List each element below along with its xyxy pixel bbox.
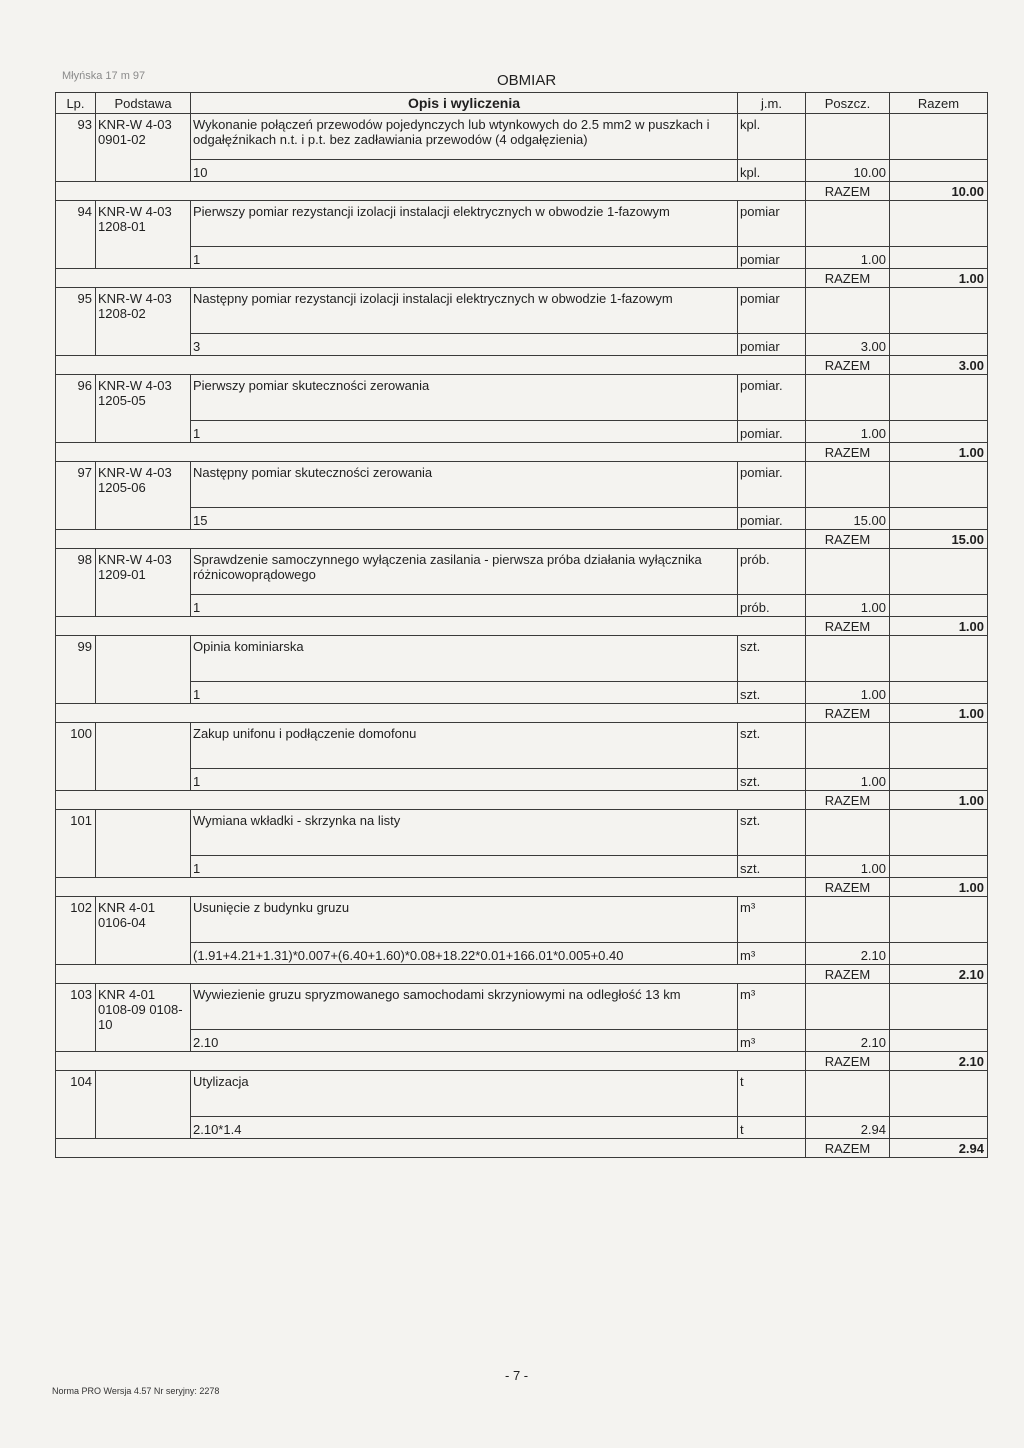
item-total-empty: [890, 1071, 988, 1117]
item-calc-unit: szt.: [738, 682, 806, 704]
item-description: Sprawdzenie samoczynnego wyłączenia zasilania - pierwsza próba działania wyłącznika różnicowoprądowego: [191, 549, 738, 595]
item-base: [96, 636, 191, 704]
item-spacer: [56, 617, 806, 636]
item-unit: t: [738, 1071, 806, 1117]
item-total-empty: [890, 1030, 988, 1052]
item-total-empty: [890, 943, 988, 965]
item-unit: m³: [738, 897, 806, 943]
obmiar-table: [55, 92, 988, 1158]
item-partial-value: 2.10: [806, 943, 890, 965]
table-row: [56, 617, 988, 636]
table-row: [56, 549, 988, 595]
item-description: Następny pomiar rezystancji izolacji instalacji elektrycznych w obwodzie 1-fazowym: [191, 288, 738, 334]
item-total-value: 1.00: [890, 791, 988, 810]
table-row: [56, 114, 988, 160]
table-row: [56, 636, 988, 682]
item-calculation: 1: [191, 682, 738, 704]
item-partial-value: 1.00: [806, 769, 890, 791]
item-number: 104: [56, 1071, 96, 1139]
item-calc-unit: pomiar.: [738, 421, 806, 443]
item-base: KNR-W 4-03 1209-01: [96, 549, 191, 617]
table-row: [56, 182, 988, 201]
item-partial-empty: [806, 114, 890, 160]
table-row: [56, 356, 988, 375]
item-total-empty: [890, 288, 988, 334]
item-total-value: 2.94: [890, 1139, 988, 1158]
item-partial-value: 2.94: [806, 1117, 890, 1139]
item-calc-unit: m³: [738, 1030, 806, 1052]
item-calc-unit: m³: [738, 943, 806, 965]
table-row: [56, 421, 988, 443]
col-header-base: Podstawa: [96, 93, 191, 114]
item-calculation: 10: [191, 160, 738, 182]
item-description: Utylizacja: [191, 1071, 738, 1117]
item-partial-empty: [806, 201, 890, 247]
item-total-value: 1.00: [890, 269, 988, 288]
item-unit: szt.: [738, 810, 806, 856]
table-row: [56, 288, 988, 334]
item-spacer: [56, 704, 806, 723]
table-body: [56, 114, 988, 1158]
table-row: [56, 704, 988, 723]
item-partial-empty: [806, 723, 890, 769]
item-total-empty: [890, 810, 988, 856]
item-total-value: 2.10: [890, 965, 988, 984]
item-total-empty: [890, 508, 988, 530]
item-sum-label: RAZEM: [806, 965, 890, 984]
item-base: KNR 4-01 0106-04: [96, 897, 191, 965]
item-number: 95: [56, 288, 96, 356]
item-unit: szt.: [738, 636, 806, 682]
item-spacer: [56, 791, 806, 810]
item-calculation: (1.91+4.21+1.31)*0.007+(6.40+1.60)*0.08+18.22*0.01+166.01*0.005+0.40: [191, 943, 738, 965]
program-footer: Norma PRO Wersja 4.57 Nr seryjny: 2278: [52, 1386, 220, 1396]
table-row: [56, 375, 988, 421]
col-header-partial: Poszcz.: [806, 93, 890, 114]
item-sum-label: RAZEM: [806, 356, 890, 375]
item-total-value: 1.00: [890, 704, 988, 723]
item-unit: pomiar: [738, 201, 806, 247]
page-number: - 7 -: [505, 1368, 529, 1383]
item-description: Następny pomiar skuteczności zerowania: [191, 462, 738, 508]
table-row: [56, 443, 988, 462]
item-total-value: 3.00: [890, 356, 988, 375]
table-row: [56, 791, 988, 810]
item-unit: prób.: [738, 549, 806, 595]
item-calculation: 2.10*1.4: [191, 1117, 738, 1139]
item-number: 98: [56, 549, 96, 617]
item-total-value: 10.00: [890, 182, 988, 201]
item-total-empty: [890, 769, 988, 791]
item-spacer: [56, 356, 806, 375]
table-row: [56, 530, 988, 549]
item-calc-unit: pomiar: [738, 247, 806, 269]
item-partial-value: 1.00: [806, 856, 890, 878]
item-partial-value: 1.00: [806, 247, 890, 269]
page-title: OBMIAR: [497, 72, 557, 89]
item-spacer: [56, 965, 806, 984]
item-total-empty: [890, 723, 988, 769]
item-calculation: 1: [191, 595, 738, 617]
item-partial-value: 15.00: [806, 508, 890, 530]
item-spacer: [56, 530, 806, 549]
item-number: 93: [56, 114, 96, 182]
col-header-lp: Lp.: [56, 93, 96, 114]
table-row: [56, 723, 988, 769]
item-calc-unit: prób.: [738, 595, 806, 617]
table-row: [56, 334, 988, 356]
table-row: [56, 682, 988, 704]
item-number: 100: [56, 723, 96, 791]
table-row: [56, 1052, 988, 1071]
item-spacer: [56, 1139, 806, 1158]
item-number: 101: [56, 810, 96, 878]
item-total-empty: [890, 856, 988, 878]
table-row: [56, 1030, 988, 1052]
item-total-empty: [890, 549, 988, 595]
item-partial-value: 1.00: [806, 595, 890, 617]
table-row: [56, 201, 988, 247]
col-header-unit: j.m.: [738, 93, 806, 114]
item-base: KNR-W 4-03 1205-06: [96, 462, 191, 530]
item-total-value: 1.00: [890, 443, 988, 462]
item-partial-empty: [806, 375, 890, 421]
table-header-row: [56, 93, 988, 114]
item-partial-value: 10.00: [806, 160, 890, 182]
item-base: KNR-W 4-03 1208-02: [96, 288, 191, 356]
item-calc-unit: szt.: [738, 769, 806, 791]
obmiar-sheet: [55, 92, 987, 1158]
item-description: Wywiezienie gruzu spryzmowanego samochodami skrzyniowymi na odległość 13 km: [191, 984, 738, 1030]
item-partial-empty: [806, 288, 890, 334]
item-base: KNR 4-01 0108-09 0108- 10: [96, 984, 191, 1052]
item-partial-value: 1.00: [806, 421, 890, 443]
table-row: [56, 810, 988, 856]
item-sum-label: RAZEM: [806, 1052, 890, 1071]
table-row: [56, 508, 988, 530]
table-row: [56, 856, 988, 878]
table-row: [56, 462, 988, 508]
item-description: Pierwszy pomiar skuteczności zerowania: [191, 375, 738, 421]
table-row: [56, 984, 988, 1030]
item-sum-label: RAZEM: [806, 704, 890, 723]
item-calculation: 1: [191, 247, 738, 269]
col-header-desc: Opis i wyliczenia: [191, 93, 738, 114]
item-spacer: [56, 443, 806, 462]
item-sum-label: RAZEM: [806, 443, 890, 462]
item-sum-label: RAZEM: [806, 530, 890, 549]
item-base: [96, 810, 191, 878]
item-description: Zakup unifonu i podłączenie domofonu: [191, 723, 738, 769]
item-partial-empty: [806, 549, 890, 595]
address: Młyńska 17 m 97: [62, 70, 146, 82]
item-calculation: 1: [191, 769, 738, 791]
item-unit: pomiar.: [738, 462, 806, 508]
item-unit: m³: [738, 984, 806, 1030]
item-spacer: [56, 1052, 806, 1071]
item-total-empty: [890, 1117, 988, 1139]
item-number: 96: [56, 375, 96, 443]
item-total-empty: [890, 375, 988, 421]
col-header-total: Razem: [890, 93, 988, 114]
item-calculation: 3: [191, 334, 738, 356]
item-partial-value: 1.00: [806, 682, 890, 704]
item-partial-empty: [806, 984, 890, 1030]
item-total-empty: [890, 595, 988, 617]
item-number: 94: [56, 201, 96, 269]
item-base: KNR-W 4-03 1205-05: [96, 375, 191, 443]
item-spacer: [56, 269, 806, 288]
item-partial-empty: [806, 1071, 890, 1117]
item-spacer: [56, 878, 806, 897]
item-calculation: 2.10: [191, 1030, 738, 1052]
item-description: Pierwszy pomiar rezystancji izolacji instalacji elektrycznych w obwodzie 1-fazowym: [191, 201, 738, 247]
item-total-empty: [890, 462, 988, 508]
item-calc-unit: pomiar.: [738, 508, 806, 530]
item-unit: pomiar: [738, 288, 806, 334]
item-unit: pomiar.: [738, 375, 806, 421]
item-total-empty: [890, 334, 988, 356]
item-description: Wymiana wkładki - skrzynka na listy: [191, 810, 738, 856]
item-total-empty: [890, 984, 988, 1030]
item-partial-empty: [806, 462, 890, 508]
table-row: [56, 247, 988, 269]
table-row: [56, 943, 988, 965]
item-total-empty: [890, 636, 988, 682]
table-row: [56, 595, 988, 617]
item-sum-label: RAZEM: [806, 791, 890, 810]
item-partial-value: 3.00: [806, 334, 890, 356]
table-row: [56, 769, 988, 791]
item-partial-empty: [806, 897, 890, 943]
table-row: [56, 1117, 988, 1139]
item-sum-label: RAZEM: [806, 617, 890, 636]
item-spacer: [56, 182, 806, 201]
table-row: [56, 965, 988, 984]
item-total-value: 15.00: [890, 530, 988, 549]
item-calculation: 1: [191, 421, 738, 443]
table-row: [56, 878, 988, 897]
table-row: [56, 269, 988, 288]
item-total-empty: [890, 682, 988, 704]
item-total-value: 1.00: [890, 878, 988, 897]
item-total-empty: [890, 114, 988, 160]
item-partial-empty: [806, 810, 890, 856]
item-unit: szt.: [738, 723, 806, 769]
item-total-value: 1.00: [890, 617, 988, 636]
item-total-empty: [890, 897, 988, 943]
item-sum-label: RAZEM: [806, 182, 890, 201]
item-calculation: 1: [191, 856, 738, 878]
item-total-value: 2.10: [890, 1052, 988, 1071]
table-row: [56, 897, 988, 943]
item-description: Usunięcie z budynku gruzu: [191, 897, 738, 943]
item-base: KNR-W 4-03 1208-01: [96, 201, 191, 269]
item-base: KNR-W 4-03 0901-02: [96, 114, 191, 182]
item-number: 103: [56, 984, 96, 1052]
item-number: 102: [56, 897, 96, 965]
item-number: 97: [56, 462, 96, 530]
item-calc-unit: t: [738, 1117, 806, 1139]
item-description: Wykonanie połączeń przewodów pojedynczych lub wtynkowych do 2.5 mm2 w puszkach i odgałęźnikach n.t. i p.t. bez zadławiania przewodów (4 odgałęzienia): [191, 114, 738, 160]
table-row: [56, 1071, 988, 1117]
table-row: [56, 1139, 988, 1158]
item-total-empty: [890, 160, 988, 182]
item-sum-label: RAZEM: [806, 269, 890, 288]
item-calc-unit: szt.: [738, 856, 806, 878]
item-calc-unit: kpl.: [738, 160, 806, 182]
item-description: Opinia kominiarska: [191, 636, 738, 682]
item-sum-label: RAZEM: [806, 878, 890, 897]
item-base: [96, 723, 191, 791]
item-unit: kpl.: [738, 114, 806, 160]
item-calculation: 15: [191, 508, 738, 530]
item-number: 99: [56, 636, 96, 704]
item-partial-empty: [806, 636, 890, 682]
item-total-empty: [890, 421, 988, 443]
item-calc-unit: pomiar: [738, 334, 806, 356]
item-partial-value: 2.10: [806, 1030, 890, 1052]
item-total-empty: [890, 201, 988, 247]
item-total-empty: [890, 247, 988, 269]
table-row: [56, 160, 988, 182]
item-sum-label: RAZEM: [806, 1139, 890, 1158]
item-base: [96, 1071, 191, 1139]
